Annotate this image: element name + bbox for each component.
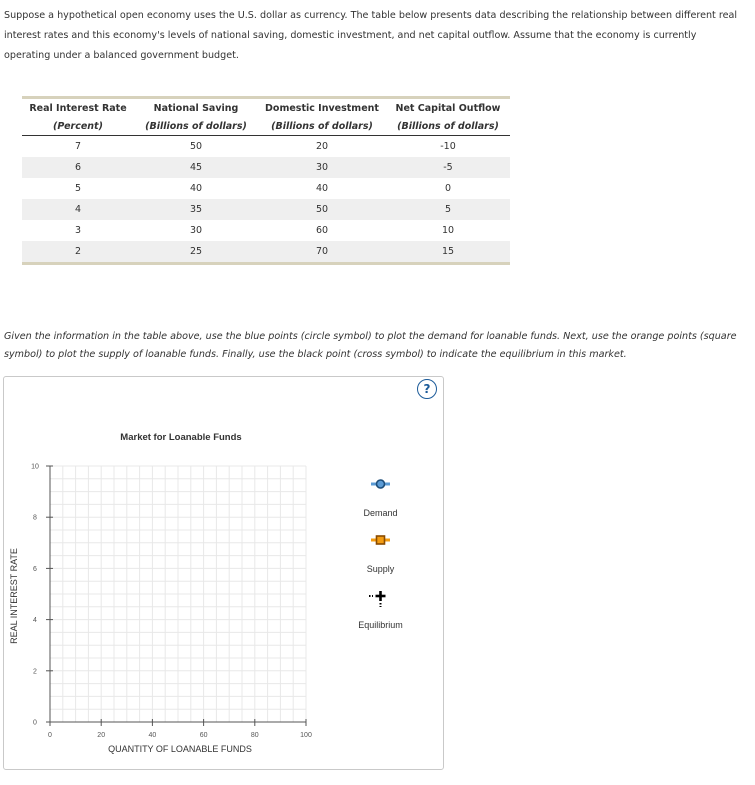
x-tick-label: 80 (250, 732, 259, 739)
x-tick-label: 100 (300, 732, 312, 739)
table-cell: 60 (315, 225, 329, 236)
table-cell: 50 (189, 141, 203, 152)
x-tick-label: 20 (97, 732, 106, 739)
instruction-paragraph: Given the information in the table above, use the blue points (circle symbol) to plot the demand for loanable funds. Next, use the orange points (square symbol) to plot the supply of loanable funds. Finally, use the black point (cross symbol) to indicate the equilibrium in this market. (4, 331, 737, 360)
legend-demand-label: Demand (363, 508, 398, 518)
table-cell: 4 (22, 199, 134, 220)
col-header-investment: Domestic Investment (265, 102, 379, 114)
help-icon[interactable]: ? (417, 379, 437, 399)
x-axis-label: QUANTITY OF LOANABLE FUNDS (108, 744, 252, 754)
table-cell: 40 (315, 183, 329, 194)
legend-equilibrium-label: Equilibrium (358, 620, 403, 630)
table-cell: -5 (386, 157, 510, 178)
y-tick-label: 0 (33, 719, 37, 727)
col-unit-saving: (Billions of dollars) (134, 117, 258, 136)
table-cell: 20 (315, 141, 329, 152)
demand-tool[interactable] (371, 480, 390, 488)
table-cell: -10 (440, 141, 456, 152)
y-tick-label: 8 (33, 514, 37, 522)
graph-title: Market for Loanable Funds (120, 432, 242, 443)
x-tick-label: 60 (199, 732, 208, 739)
intro-paragraph: Suppose a hypothetical open economy uses the U.S. dollar as currency. The table below presents data describing the relationship between different real interest rates and this economy's levels of national saving, domestic investment, and net capital outflow. Assume that the economy is currently operating under a balanced government budget. (4, 10, 738, 61)
y-tick-label: 4 (33, 617, 37, 625)
col-unit-interest: (Percent) (22, 117, 134, 136)
table-cell: 5 (74, 183, 82, 194)
table-cell: 5 (386, 199, 510, 220)
y-tick-label: 6 (33, 565, 37, 573)
table-cell: 40 (189, 183, 203, 194)
table-cell: 10 (441, 225, 455, 236)
table-cell: 7 (74, 141, 82, 152)
table-cell: 30 (258, 157, 386, 178)
table-cell: 2 (22, 241, 134, 264)
table-cell: 35 (134, 199, 258, 220)
y-tick-label: 2 (33, 668, 37, 676)
legend-supply-label: Supply (366, 564, 395, 574)
col-unit-nco: (Billions of dollars) (386, 117, 510, 136)
y-axis-label: REAL INTEREST RATE (9, 548, 19, 644)
table-cell: 30 (189, 225, 203, 236)
col-header-nco: Net Capital Outflow (395, 102, 501, 114)
y-tick-label: 10 (31, 463, 39, 471)
equilibrium-tool[interactable] (369, 591, 386, 607)
table-cell: 25 (134, 241, 258, 264)
supply-tool[interactable] (371, 536, 390, 544)
table-cell: 50 (258, 199, 386, 220)
table-cell: 45 (134, 157, 258, 178)
col-header-saving: National Saving (153, 102, 239, 114)
col-unit-investment: (Billions of dollars) (258, 117, 386, 136)
x-tick-label: 0 (48, 732, 52, 739)
table-cell: 0 (444, 183, 452, 194)
col-header-interest: Real Interest Rate (29, 102, 127, 114)
table-cell: 15 (386, 241, 510, 264)
table-cell: 3 (74, 225, 82, 236)
table-cell: 6 (22, 157, 134, 178)
table-cell: 70 (258, 241, 386, 264)
supply-square-icon[interactable] (377, 536, 385, 544)
x-tick-label: 40 (148, 732, 157, 739)
demand-circle-icon[interactable] (377, 480, 385, 488)
